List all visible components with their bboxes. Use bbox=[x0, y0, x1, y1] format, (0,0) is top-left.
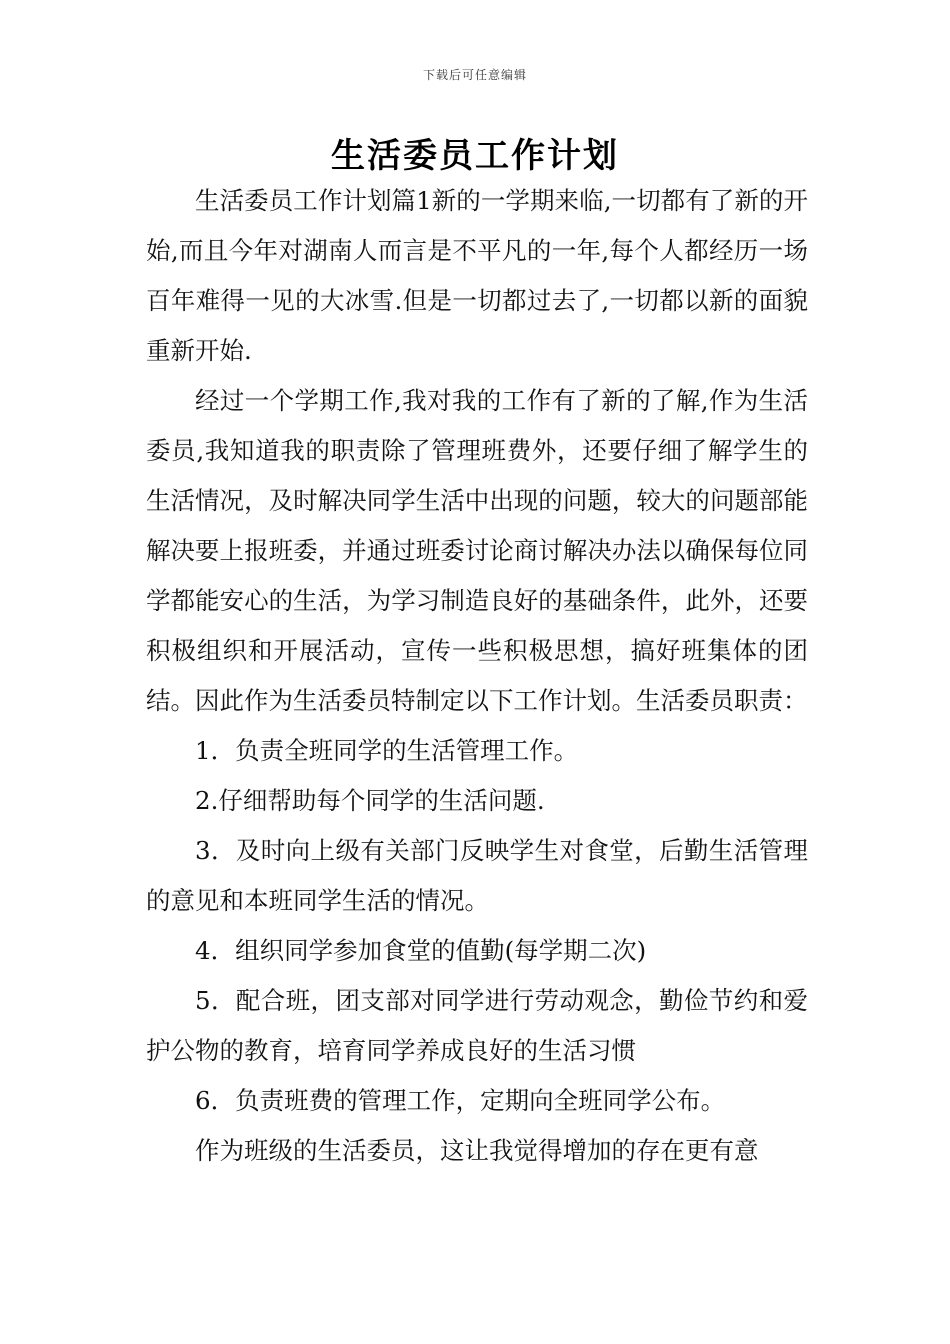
list-item-2: 2.仔细帮助每个同学的生活问题. bbox=[195, 786, 545, 815]
list-item-5: 5．配合班，团支部对同学进行劳动观念，勤俭节约和爱护公物的教育，培育同学养成良好的生活习惯 bbox=[146, 986, 808, 1065]
list-item-6: 6．负责班费的管理工作，定期向全班同学公布。 bbox=[195, 1086, 726, 1115]
paragraph: 作为班级的生活委员，这让我觉得增加的存在更有意 bbox=[195, 1136, 759, 1165]
document-title: 生活委员工作计划 bbox=[331, 136, 619, 176]
document-body bbox=[146, 176, 808, 1176]
list-item-1: 1．负责全班同学的生活管理工作。 bbox=[195, 736, 579, 765]
header-note: 下载后可任意编辑 bbox=[422, 68, 527, 82]
list-item-3: 3．及时向上级有关部门反映学生对食堂，后勤生活管理的意见和本班同学生活的情况。 bbox=[146, 836, 808, 915]
paragraph: 经过一个学期工作,我对我的工作有了新的了解,作为生活委员,我知道我的职责除了管理班费外，还要仔细了解学生的生活情况，及时解决同学生活中出现的问题，较大的问题部能解决要上报班委，并通过班委讨论商讨解决办法以确保每位同学都能安心的生活，为学习制造良好的基础条件，此外，还要积极组织和开展活动，宣传一些积极思想，搞好班集体的团结。因此作为生活委员特制定以下工作计划。生活委员职责： bbox=[146, 386, 808, 715]
list-item-4: 4．组织同学参加食堂的值勤(每学期二次) bbox=[195, 936, 647, 965]
paragraph: 生活委员工作计划篇1新的一学期来临,一切都有了新的开始,而且今年对湖南人而言是不平凡的一年,每个人都经历一场百年难得一见的大冰雪.但是一切都过去了,一切都以新的面貌重新开始. bbox=[146, 186, 808, 365]
